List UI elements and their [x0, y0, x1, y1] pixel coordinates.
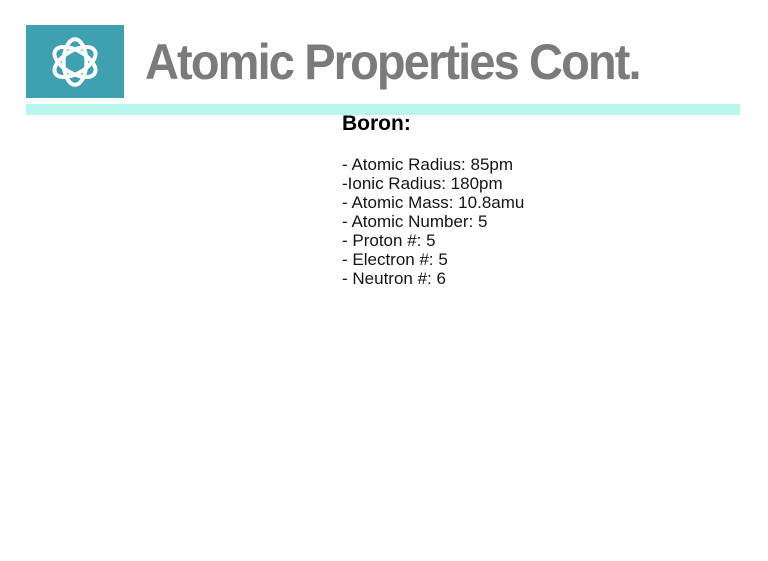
property-line-neutron-count: - Neutron #: 6 — [342, 269, 446, 288]
logo-block — [26, 25, 124, 98]
property-line-ionic-radius: -Ionic Radius: 180pm — [342, 174, 503, 193]
property-line-atomic-radius: - Atomic Radius: 85pm — [342, 155, 514, 174]
page-title: Atomic Properties Cont. — [145, 34, 640, 90]
property-line-atomic-mass: - Atomic Mass: 10.8amu — [342, 193, 525, 212]
property-line-electron-count: - Electron #: 5 — [342, 250, 448, 269]
content-spacer — [342, 136, 524, 155]
content-block — [342, 112, 524, 288]
property-line-atomic-number: - Atomic Number: 5 — [342, 212, 488, 231]
content-heading: Boron: — [342, 112, 411, 135]
atom-icon — [47, 34, 103, 90]
property-line-proton-count: - Proton #: 5 — [342, 231, 436, 250]
